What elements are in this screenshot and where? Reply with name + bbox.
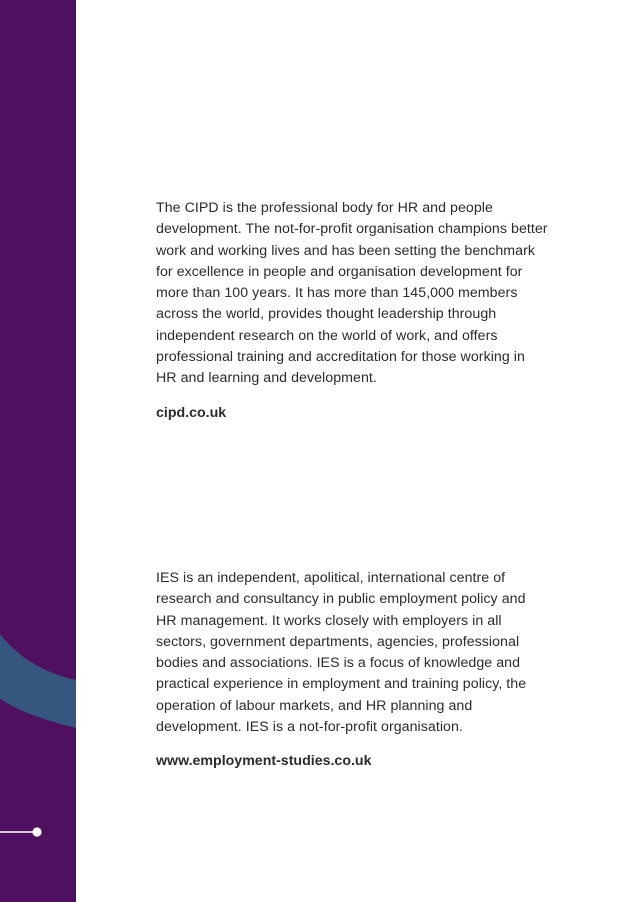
cipd-website-link[interactable]: cipd.co.uk bbox=[156, 404, 227, 421]
ies-section bbox=[156, 568, 548, 771]
ies-website-link[interactable]: www.employment-studies.co.uk bbox=[156, 753, 372, 770]
purple-sidebar bbox=[0, 0, 76, 902]
cipd-description: The CIPD is the professional body for HR and people development. The not-for-profit organisation champions better work and working lives and has been setting the benchmark for excellence in people and organisation development for more than 100 years. It has more than 145,000 members across the world, provides thought leadership through independent research on the world of work, and offers professional training and accreditation for those working in HR and learning and development. bbox=[156, 200, 548, 387]
cipd-section bbox=[156, 198, 548, 423]
ies-description: IES is an independent, apolitical, international centre of research and consultancy in public employment policy and HR management. It works closely with employers in all sectors, government departments, agencies, professional bodies and associations. IES is a focus of knowledge and practical experience in employment and training policy, the operation of labour markets, and HR planning and development. IES is a not-for-profit organisation. bbox=[156, 570, 527, 736]
sidebar-background bbox=[0, 0, 76, 902]
